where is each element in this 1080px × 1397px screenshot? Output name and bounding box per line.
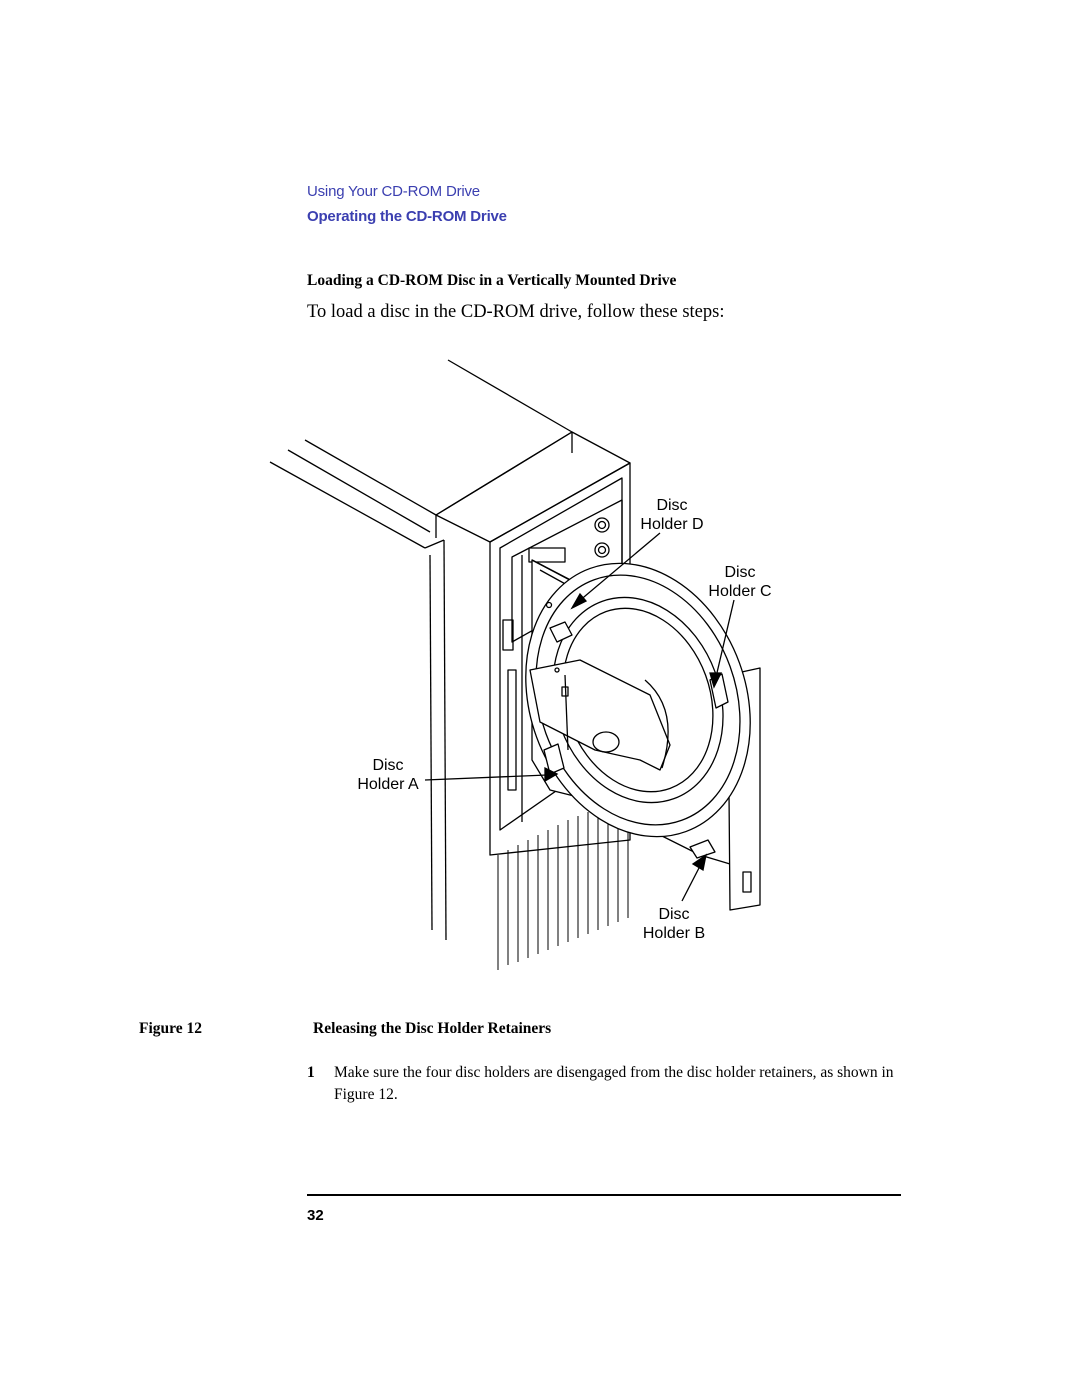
running-header-subsection: Operating the CD-ROM Drive	[307, 208, 507, 225]
section-heading: Loading a CD-ROM Disc in a Vertically Mounted Drive	[307, 272, 677, 289]
figure-number: Figure 12	[139, 1020, 202, 1037]
step-text: Make sure the four disc holders are disengaged from the disc holder retainers, as shown in Figure 12.	[334, 1064, 894, 1103]
callout-line: Disc	[656, 497, 688, 514]
running-header-section: Using Your CD-ROM Drive	[307, 183, 480, 200]
callout-disc-holder-d	[630, 496, 714, 534]
callout-disc-holder-c	[698, 563, 782, 601]
figure-caption: Releasing the Disc Holder Retainers	[313, 1020, 552, 1037]
callout-disc-holder-a	[346, 756, 430, 794]
page-number: 32	[307, 1207, 324, 1224]
callout-line: Disc	[658, 906, 690, 923]
cd-rom-drive-figure	[260, 350, 820, 980]
callout-disc-holder-b	[632, 905, 716, 943]
step-number: 1	[307, 1064, 315, 1081]
callout-line: Holder B	[642, 925, 706, 942]
callout-line: Holder A	[357, 776, 419, 793]
callout-line: Holder D	[640, 516, 704, 533]
callout-line: Holder C	[708, 583, 772, 600]
intro-paragraph: To load a disc in the CD-ROM drive, follow these steps:	[307, 302, 725, 322]
callout-line: Disc	[372, 757, 404, 774]
footer-rule	[307, 1194, 901, 1196]
cd-rom-drive-illustration	[260, 350, 820, 980]
callout-line: Disc	[724, 564, 756, 581]
